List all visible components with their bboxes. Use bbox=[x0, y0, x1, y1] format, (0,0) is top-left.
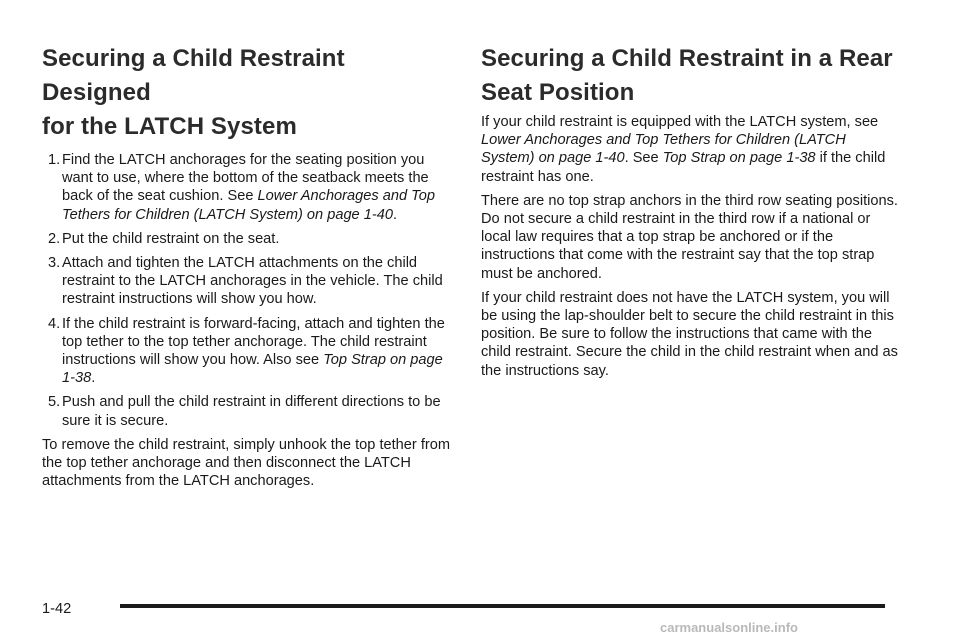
step-item bbox=[42, 151, 450, 224]
step-item bbox=[42, 393, 450, 429]
paragraph-lap-shoulder: If your child restraint does not have the LATCH system, you will be using the lap-shoulder belt to secure the child restraint in this position. Be sure to follow the instructions that came with the child restraint. Secure the child in the child restraint when and as the instructions say. bbox=[481, 289, 898, 379]
heading-line-1: Securing a Child Restraint Designed bbox=[42, 45, 345, 106]
step-text: If the child restraint is forward-facing, attach and tighten the top tether to the top tether anchorage. The child restraint instructions will show you how. Also see bbox=[62, 315, 445, 369]
section-heading-rear-seat bbox=[481, 42, 899, 110]
step-number: 4. bbox=[48, 315, 61, 332]
page-reference-link[interactable]: Top Strap on page 1-38 bbox=[62, 352, 443, 387]
section-heading-latch bbox=[42, 42, 450, 144]
paragraph-third-row: There are no top strap anchors in the third row seating positions. Do not secure a child restraint in the third row if a national or local law requires that a top strap be anchored or if the instructions that come with the restraint say that the top strap must be anchored. bbox=[481, 192, 898, 282]
heading-line-2: Seat Position bbox=[481, 79, 635, 106]
step-text: Push and pull the child restraint in different directions to be sure it is secure. bbox=[62, 394, 441, 429]
step-number: 5. bbox=[48, 394, 61, 411]
page-reference-link[interactable]: Top Strap on page 1-38 bbox=[662, 150, 816, 167]
step-item bbox=[42, 254, 450, 309]
watermark-text: carmanualsonline.info bbox=[660, 620, 798, 635]
steps-list bbox=[42, 151, 450, 430]
closing-paragraph: To remove the child restraint, simply unhook the top tether from the top tether anchorage and then disconnect the LATCH attachments from the LATCH anchorages. bbox=[42, 436, 451, 490]
step-number: 3. bbox=[48, 255, 61, 272]
step-tail: . bbox=[392, 206, 398, 223]
step-text: Put the child restraint on the seat. bbox=[62, 230, 280, 247]
paragraph-latch-reference bbox=[481, 113, 899, 186]
step-number: 1. bbox=[48, 152, 61, 168]
step-text: Find the LATCH anchorages for the seating position you want to use, where the bottom of the seatback meets the back of the seat cushion. See bbox=[62, 152, 429, 205]
step-text: Attach and tighten the LATCH attachments on the child restraint to the LATCH anchorages in the vehicle. The child restraint instructions will show you how. bbox=[62, 255, 443, 308]
page-reference-link[interactable]: Lower Anchorages and Top Tethers for Children (LATCH System) on page 1-40 bbox=[481, 132, 846, 167]
step-item bbox=[42, 230, 450, 248]
footer-rule bbox=[120, 604, 885, 608]
heading-line-1: Securing a Child Restraint in a Rear bbox=[481, 45, 893, 72]
paragraph-text: if the child restraint has one. bbox=[481, 150, 886, 185]
page-reference-link[interactable]: Lower Anchorages and Top Tethers for Children (LATCH System) on page 1-40 bbox=[62, 188, 435, 223]
left-column bbox=[42, 42, 450, 496]
step-item bbox=[42, 315, 450, 388]
heading-line-2: for the LATCH System bbox=[42, 113, 297, 140]
page-number: 1-42 bbox=[42, 601, 72, 617]
paragraph-text: If your child restraint is equipped with the LATCH system, see bbox=[481, 114, 879, 130]
step-number: 2. bbox=[48, 230, 61, 247]
step-tail: . bbox=[91, 370, 96, 387]
right-column bbox=[481, 42, 899, 386]
paragraph-text: . See bbox=[624, 150, 663, 167]
right-body bbox=[481, 113, 899, 380]
